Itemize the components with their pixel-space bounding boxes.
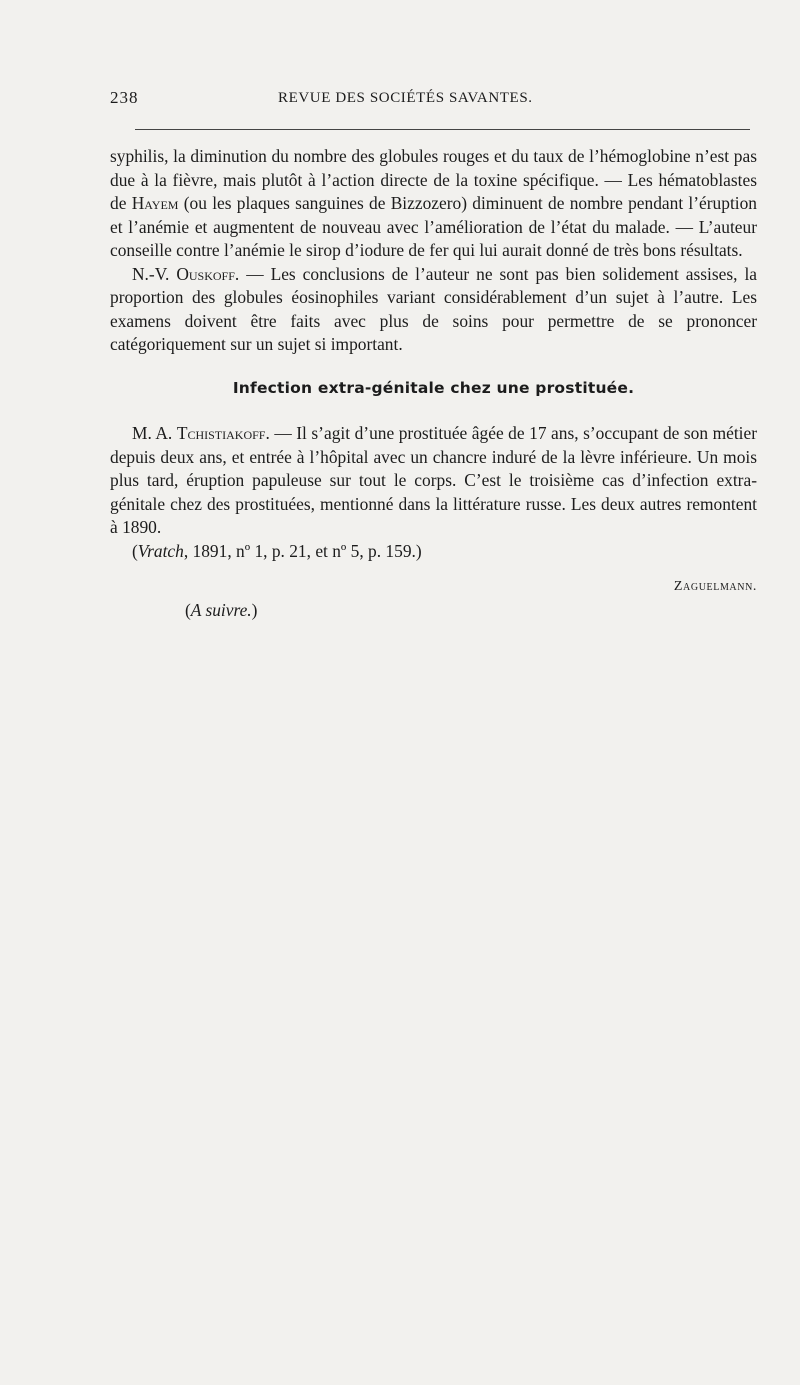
section-heading: Infection extra-génitale chez une prostituée. — [232, 378, 635, 397]
running-title: REVUE DES SOCIÉTÉS SAVANTES. — [278, 90, 533, 106]
author-name-tchistiakoff: Tchistiakoff — [176, 423, 266, 443]
paragraph-3: M. A. Tchistiakoff. — Il s’agit d’une prostituée âgée de 17 ans, s’occupant de son métier depuis deux ans, et entrée à l’hôpital avec un chancre induré de la lèvre inférieure. Un mois plus tard, éruption papuleuse sur tout le corps. C’est le troisième cas d’infection extra-génitale chez des prostituées, mentionné dans la littérature russe. Les deux autres remontent à 1890. — [110, 423, 758, 537]
header-rule — [135, 129, 750, 130]
journal-name: Vratch — [137, 540, 184, 561]
reference-citation: (Vratch, 1891, nº 1, p. 21, et nº 5, p. 159.) — [132, 540, 422, 561]
author-name-ouskoff: Ouskoff — [176, 263, 235, 284]
author-name-hayem: Hayem — [131, 193, 179, 213]
signature: Zaguelmann. — [673, 579, 757, 594]
to-be-continued: (A suivre.) — [185, 599, 258, 620]
body-text — [110, 145, 757, 622]
paragraph-1: syphilis, la diminution du nombre des globules rouges et du taux de l’hémoglobine n’est pas due à la fièvre, mais plutôt à l’action directe de la toxine spécifique. — Les hématoblastes de Hayem (ou les plaques sanguines de Bizzozero) diminuent de nombre pendant l’éruption et l’anémie et augmentent de nouveau avec l’amélioration de l’état du malade. — L’auteur conseille contre l’anémie le sirop d’iodure de fer qui lui aurait donné de très bons résultats. — [110, 146, 757, 260]
paragraph-2: N.-V. Ouskoff. — Les conclusions de l’auteur ne sont pas bien solidement assises, la proportion des globules éosinophiles variant considérablement d’un sujet à l’autre. Les examens doivent être faits avec plus de soins pour permettre de se prononcer catégoriquement sur un sujet si important. — [110, 263, 757, 354]
page-number: 238 — [110, 88, 139, 107]
